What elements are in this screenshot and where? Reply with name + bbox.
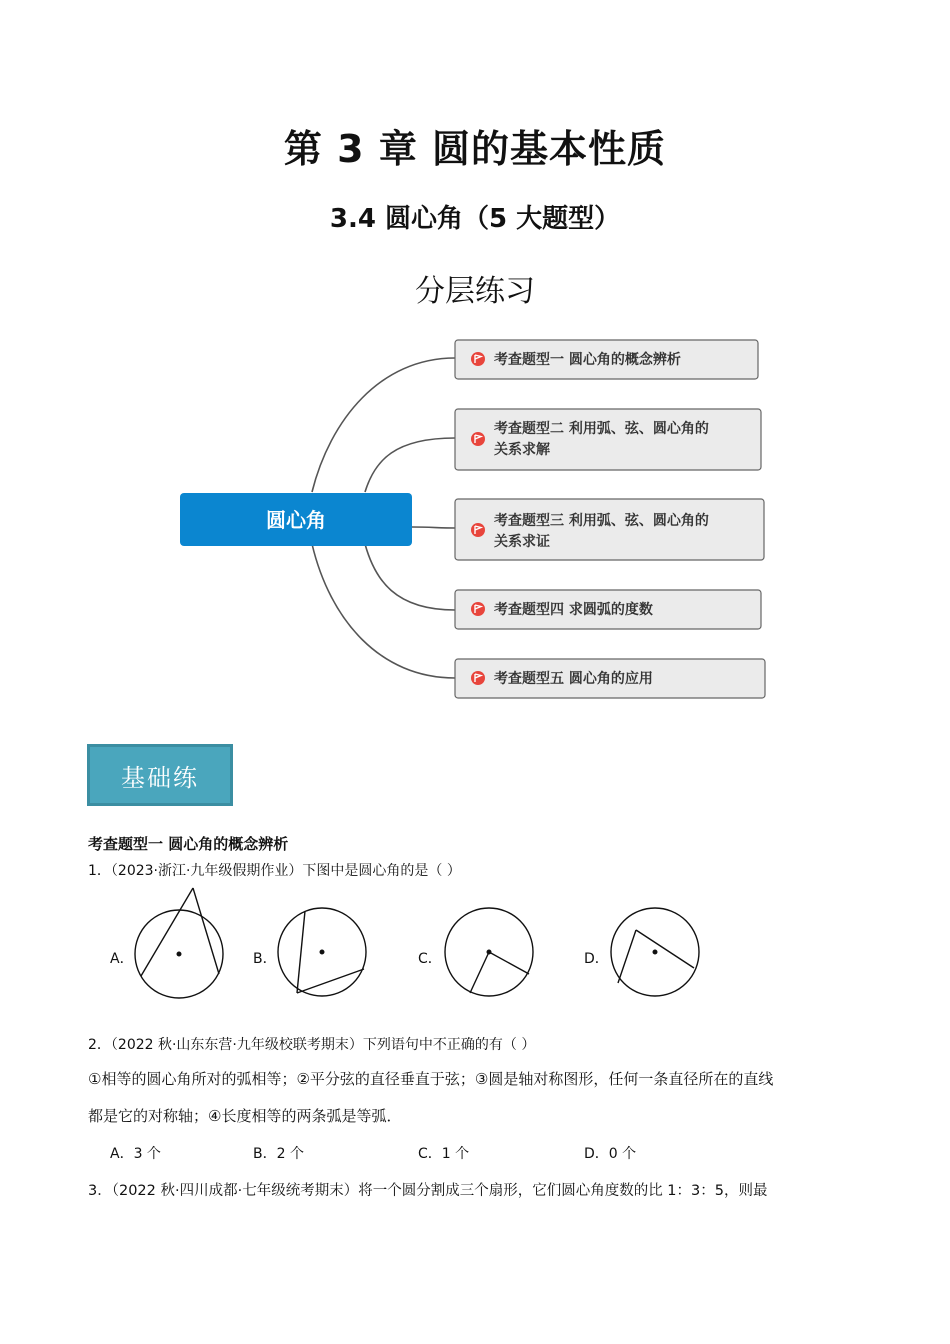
section-heading: 考查题型一 圆心角的概念辨析 [88,835,289,853]
flag-icon [471,523,485,537]
mind-map [0,330,950,720]
q2-option-c: C．1 个 [418,1146,470,1162]
flag-icon [471,671,485,685]
basic-practice-badge: 基础练 [87,744,233,806]
q2-option-a: A．3 个 [110,1146,161,1162]
flag-icon [471,352,485,366]
question-2-line-2: 都是它的对称轴；④长度相等的两条弧是等弧． [88,1107,402,1125]
question-3-stem: 3．（2022 秋·四川成都·七年级统考期末）将一个圆分割成三个扇形，它们圆心角度数的比 1：3：5，则最 [88,1183,768,1199]
mind-map-root [180,493,412,546]
question-2-stem: 2．（2022 秋·山东东营·九年级校联考期末）下列语句中不正确的有（ ） [88,1037,536,1053]
flag-icon [471,432,485,446]
branch-node [455,590,761,629]
branch-label: 考查题型四 求圆弧的度数 [494,602,653,618]
q2-option-d: D．0 个 [584,1146,637,1162]
branch-label-line2: 关系求证 [494,534,550,550]
branch-node [455,409,761,470]
q1-option-b-label: B． [253,951,277,967]
q1-option-c-label: C． [418,951,442,967]
q1-option-a-label: A． [110,951,134,967]
q1-option-d-label: D． [584,951,609,967]
figure-a [135,888,223,998]
branch-label-line2: 关系求解 [494,442,550,458]
branch-label: 考查题型五 圆心角的应用 [494,671,653,687]
question-2-line-1: ①相等的圆心角所对的弧相等；②平分弦的直径垂直于弦；③圆是轴对称图形，任何一条直径所在的直线 [88,1070,774,1088]
branch-label: 考查题型二 利用弧、弦、圆心角的 [494,421,709,437]
section-title: 3.4 圆心角（5 大题型） [329,204,621,234]
chapter-title: 第 3 章 圆的基本性质 [283,127,667,171]
figure-d [611,908,699,996]
flag-icon [471,602,485,616]
q1-figures [0,880,950,1010]
question-1-stem: 1．（2023·浙江·九年级假期作业）下图中是圆心角的是（ ） [88,863,461,879]
branch-node [455,340,758,379]
branch-node [455,499,764,560]
branch-node [455,659,765,698]
figure-b [278,908,366,996]
figure-c [445,908,533,996]
q2-option-b: B．2 个 [253,1146,304,1162]
branch-label: 考查题型三 利用弧、弦、圆心角的 [494,513,709,529]
root-label: 圆心角 [266,508,326,532]
branch-label: 考查题型一 圆心角的概念辨析 [494,352,681,368]
subtitle: 分层练习 [415,274,535,309]
